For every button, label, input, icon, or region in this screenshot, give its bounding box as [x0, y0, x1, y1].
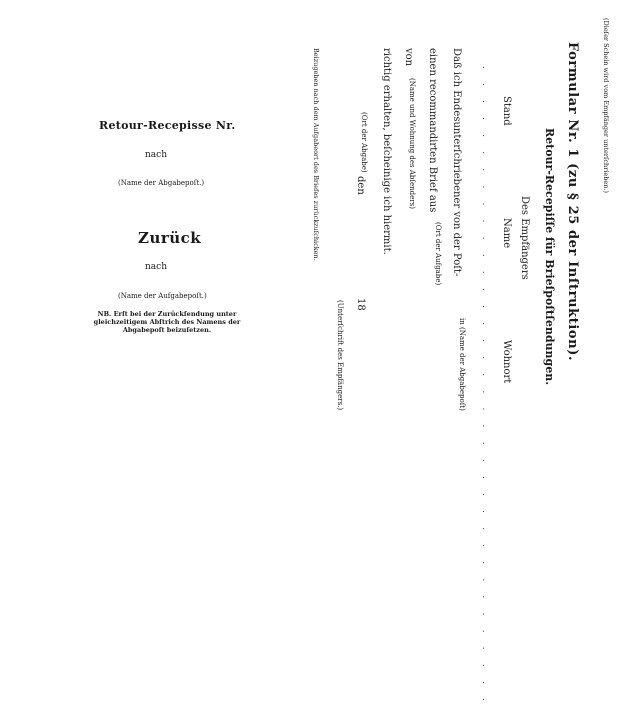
stub-zuruck: Zurück: [138, 229, 202, 247]
des-empfangers-label: Des Empfängers: [519, 196, 530, 280]
formular-subheading: Retour-Recepiſſe für Brieſpoſtſendungen.: [543, 128, 556, 386]
footer-return-note: Beizugeben nach dem Aufgabeort des Briefes zurückzuſchicken.: [312, 48, 320, 261]
stub-nb-note: NB. Erſt bei der Zurückſendung unter gleichzeitigem Abſtrich des Namens der Abgabepoſt beizuſetzen.: [93, 310, 241, 334]
form-line-4: richtig erhalten, beſcheinige ich hiermit.: [381, 48, 392, 255]
name-wohnung-caption: (Name und Wohnung des Abſenders): [408, 78, 416, 209]
form-line-2: einen recommandirten Brief aus: [427, 48, 438, 213]
year-label: 18: [355, 298, 366, 311]
stub-nach-2: nach: [145, 262, 167, 272]
stand-label: Stand: [501, 96, 512, 126]
ort-aufgabe-caption: (Ort der Aufgabe): [434, 222, 442, 286]
signature-caption: (Unterſchrift des Empfängers.): [336, 300, 344, 411]
formular-heading: Formular Nr. 1 (zu § 25 der Inſtruktion).: [565, 42, 580, 362]
dotted-line-upper: . . . . . . . . . . . . . . . . . . . . . . . . . . . . . . . . . . . . . .: [481, 66, 490, 707]
stub-nach-1: nach: [145, 150, 167, 160]
form-line-1: Daß ich Endesunterſchriebener von der Poſt-: [451, 48, 462, 277]
ort-abgabe-caption: (Ort der Abgabe): [360, 112, 368, 173]
footer-signed-note: (Dieſer Schein wird vom Empfänger unterſchrieben.): [602, 18, 610, 194]
den-label: den: [355, 176, 366, 195]
name-label: Name: [501, 218, 512, 249]
stub-caption-aufgabepost: (Name der Aufgabepoſt.): [118, 292, 207, 300]
form-line-3: von: [403, 48, 414, 67]
in-abgabepost-caption: in (Name der Abgabepoſt): [458, 318, 466, 411]
stub-title: Retour-Recepisse Nr.: [99, 119, 236, 132]
wohnort-label: Wohnort: [501, 340, 512, 384]
stub-caption-abgabepost: (Name der Abgabepoſt.): [118, 179, 205, 187]
